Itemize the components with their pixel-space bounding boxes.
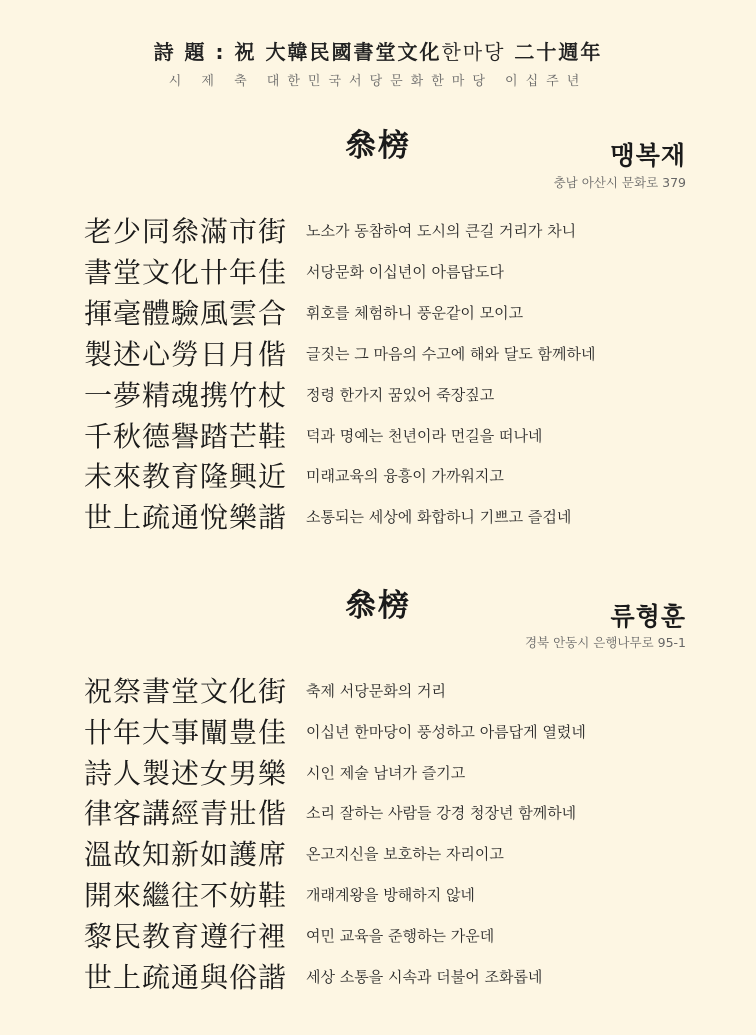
poem-line-korean: 휘호를 체험하니 풍운같이 모이고	[306, 303, 524, 322]
poem-line-hanja: 開來繼往不妨鞋	[84, 879, 288, 912]
poem-line-hanja: 卄年大事闡豊佳	[84, 716, 288, 749]
author-name: 류형훈	[610, 602, 686, 631]
poem-line-hanja: 未來教育隆興近	[84, 460, 288, 493]
header-title-hanja: 詩 題 : 祝 大韓民國書堂文化	[153, 40, 442, 64]
poem-line-korean: 여민 교육을 준행하는 가운데	[306, 926, 495, 945]
poem-line-korean: 서당문화 이십년이 아름답도다	[306, 262, 504, 281]
poem-line	[84, 711, 586, 751]
header-title-end: 二十週年	[505, 40, 603, 64]
poem-line-korean: 세상 소통을 시속과 더불어 조화롭네	[306, 967, 543, 986]
section-title: 叅榜	[345, 128, 411, 164]
poem-line-korean: 글짓는 그 마음의 수고에 해와 달도 함께하네	[306, 344, 596, 363]
poem-line-korean: 소통되는 세상에 화합하니 기쁘고 즐겁네	[306, 507, 572, 526]
poem-line	[84, 374, 494, 414]
poem-line-korean: 시인 제술 남녀가 즐기고	[306, 763, 466, 782]
header-title-hangul: 한마당	[441, 40, 506, 64]
author-address: 충남 아산시 문화로 379	[553, 175, 686, 190]
poem-line	[84, 333, 595, 373]
poem-line-korean: 개래계왕을 방해하지 않네	[306, 885, 475, 904]
poem-line-hanja: 製述心勞日月偕	[84, 338, 288, 371]
poem-line-korean: 노소가 동참하여 도시의 큰길 거리가 차니	[306, 221, 577, 240]
poem-line	[84, 956, 542, 996]
poem-line-korean: 덕과 명예는 천년이라 먼길을 떠나네	[306, 426, 543, 445]
poem-line	[84, 915, 494, 955]
poem-line-hanja: 世上疏通悅樂諧	[84, 501, 288, 534]
poem-line-korean: 이십년 한마당이 풍성하고 아름답게 열렸네	[306, 722, 586, 741]
poem-line	[84, 292, 523, 332]
poem-line	[84, 415, 542, 455]
poem-line-hanja: 世上疏通與俗諧	[84, 961, 288, 994]
poem-line-hanja: 詩人製述女男樂	[84, 757, 288, 790]
poem-line	[84, 251, 504, 291]
poem-line-hanja: 揮毫體驗風雲合	[84, 297, 288, 330]
poem-line-hanja: 黎民教育遵行裡	[84, 920, 288, 953]
poem-line	[84, 874, 475, 914]
poem-line-hanja: 律客講經青壯偕	[84, 797, 288, 830]
poem-line	[84, 496, 571, 536]
poem-line-korean: 축제 서당문화의 거리	[306, 681, 446, 700]
poem-line-korean: 정령 한가지 꿈있어 죽장짚고	[306, 385, 495, 404]
poem-line	[84, 455, 504, 495]
author-name: 맹복재	[610, 141, 686, 170]
poem-line	[84, 752, 465, 792]
poem-line	[84, 833, 504, 873]
poem-line	[84, 670, 446, 710]
poem-line	[84, 210, 576, 250]
poem-line-hanja: 書堂文化卄年佳	[84, 256, 288, 289]
header-subtitle: 시 제 축 대한민국서당문화한마당 이십주년	[168, 74, 588, 89]
header-title	[0, 36, 756, 65]
poem-line-hanja: 千秋德譽踏芒鞋	[84, 420, 288, 453]
poem-line-korean: 온고지신을 보호하는 자리이고	[306, 844, 504, 863]
poem-line-korean: 미래교육의 융흥이 가까워지고	[306, 466, 504, 485]
poem-line-korean: 소리 잘하는 사람들 강경 청장년 함께하네	[306, 803, 577, 822]
poem-line-hanja: 老少同叅滿市街	[84, 215, 288, 248]
author-address: 경북 안동시 은행나무로 95-1	[524, 635, 686, 650]
poem-line-hanja: 溫故知新如護席	[84, 838, 288, 871]
poem-line	[84, 792, 576, 832]
section-title: 叅榜	[345, 588, 411, 624]
poem-line-hanja: 祝祭書堂文化街	[84, 675, 288, 708]
poem-line-hanja: 一夢精魂携竹杖	[84, 379, 288, 412]
